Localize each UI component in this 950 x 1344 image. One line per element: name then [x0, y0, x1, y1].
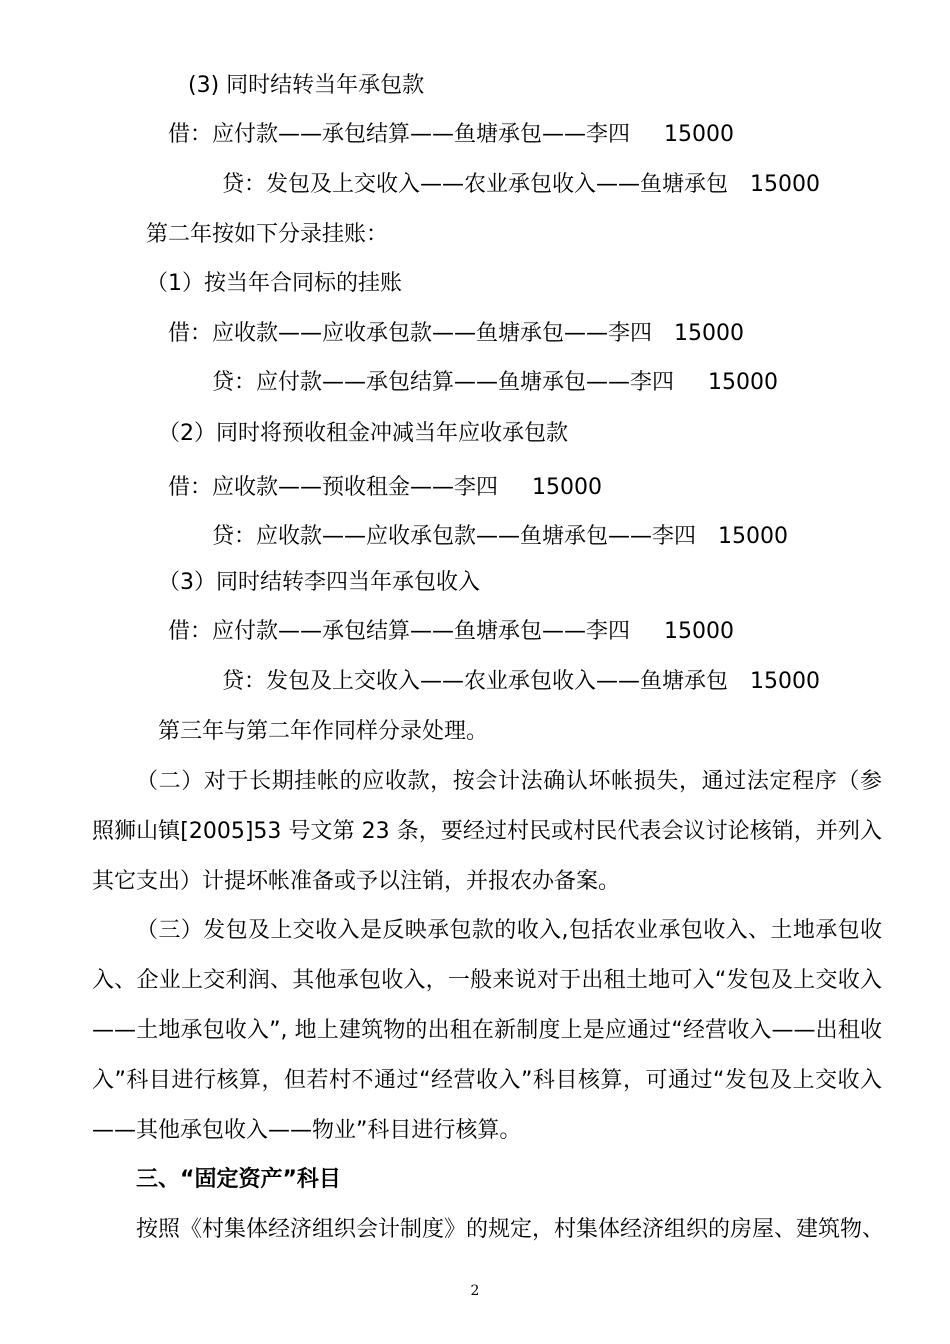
- entry-text: 贷：发包及上交收入——农业承包收入——鱼塘承包: [222, 669, 729, 694]
- section-3-paragraph: （三）发包及上交收入是反映承包款的收入,包括农业承包收入、土地承包收入、企业上交利润、其他承包收入，一般来说对于出租土地可入“发包及上交收入——土地承包收入”, 地上建筑物的出租在新制度上是应通过“经营收入——出租收入”科目进行核算，但若村不通过“经营收入”科目核算，可通过“发包及上交收入——其他承包收入——物业”科目进行核算。: [92, 918, 882, 1143]
- year2-step2-debit-entry: [168, 473, 602, 503]
- entry-amount: 15000: [750, 669, 821, 694]
- fixed-assets-heading: 三、“固定资产”科目: [136, 1167, 341, 1192]
- entry-text: 借：应收款——应收承包款——鱼塘承包——李四: [168, 321, 653, 346]
- entry-text: 贷：发包及上交收入——农业承包收入——鱼塘承包: [222, 172, 729, 197]
- year1-debit-entry: [168, 120, 734, 150]
- year1-step3-heading: (3) 同时结转当年承包款: [188, 73, 425, 98]
- year2-step1-heading: （1）按当年合同标的挂账: [146, 271, 402, 296]
- entry-amount: 15000: [750, 172, 821, 197]
- year2-intro: 第二年按如下分录挂账：: [146, 222, 389, 247]
- entry-amount: 15000: [708, 370, 779, 395]
- fixed-assets-intro: 按照《村集体经济组织会计制度》的规定，村集体经济组织的房屋、建筑物、: [136, 1217, 885, 1242]
- entry-text: 贷：应付款——承包结算——鱼塘承包——李四: [212, 370, 675, 395]
- year1-credit-entry: [222, 170, 820, 200]
- year2-step1-credit-entry: [212, 368, 778, 398]
- year2-step3-debit-entry: [168, 617, 734, 647]
- entry-amount: 15000: [532, 475, 603, 500]
- entry-amount: 15000: [718, 524, 789, 549]
- entry-amount: 15000: [664, 122, 735, 147]
- year2-step2-heading: （2）同时将预收租金冲减当年应收承包款: [158, 421, 568, 446]
- entry-amount: 15000: [664, 619, 735, 644]
- page-number: 2: [470, 1283, 480, 1299]
- entry-text: 贷：应收款——应收承包款——鱼塘承包——李四: [212, 524, 697, 549]
- entry-text: 借：应收款——预收租金——李四: [168, 475, 499, 500]
- year2-step2-credit-entry: [212, 522, 788, 552]
- year2-step3-credit-entry: [222, 667, 820, 697]
- year2-step3-heading: （3）同时结转李四当年承包收入: [158, 570, 480, 595]
- year2-step1-debit-entry: [168, 319, 744, 349]
- entry-amount: 15000: [674, 321, 745, 346]
- entry-text: 借：应付款——承包结算——鱼塘承包——李四: [168, 619, 631, 644]
- entry-text: 借：应付款——承包结算——鱼塘承包——李四: [168, 122, 631, 147]
- year3-note: 第三年与第二年作同样分录处理。: [158, 719, 489, 744]
- section-2-paragraph: （二）对于长期挂帐的应收款，按会计法确认坏帐损失，通过法定程序（参照狮山镇[2005]53 号文第 23 条，要经过村民或村民代表会议讨论核销，并列入其它支出）计提坏帐准备或予以注销，并报农办备案。: [92, 769, 882, 894]
